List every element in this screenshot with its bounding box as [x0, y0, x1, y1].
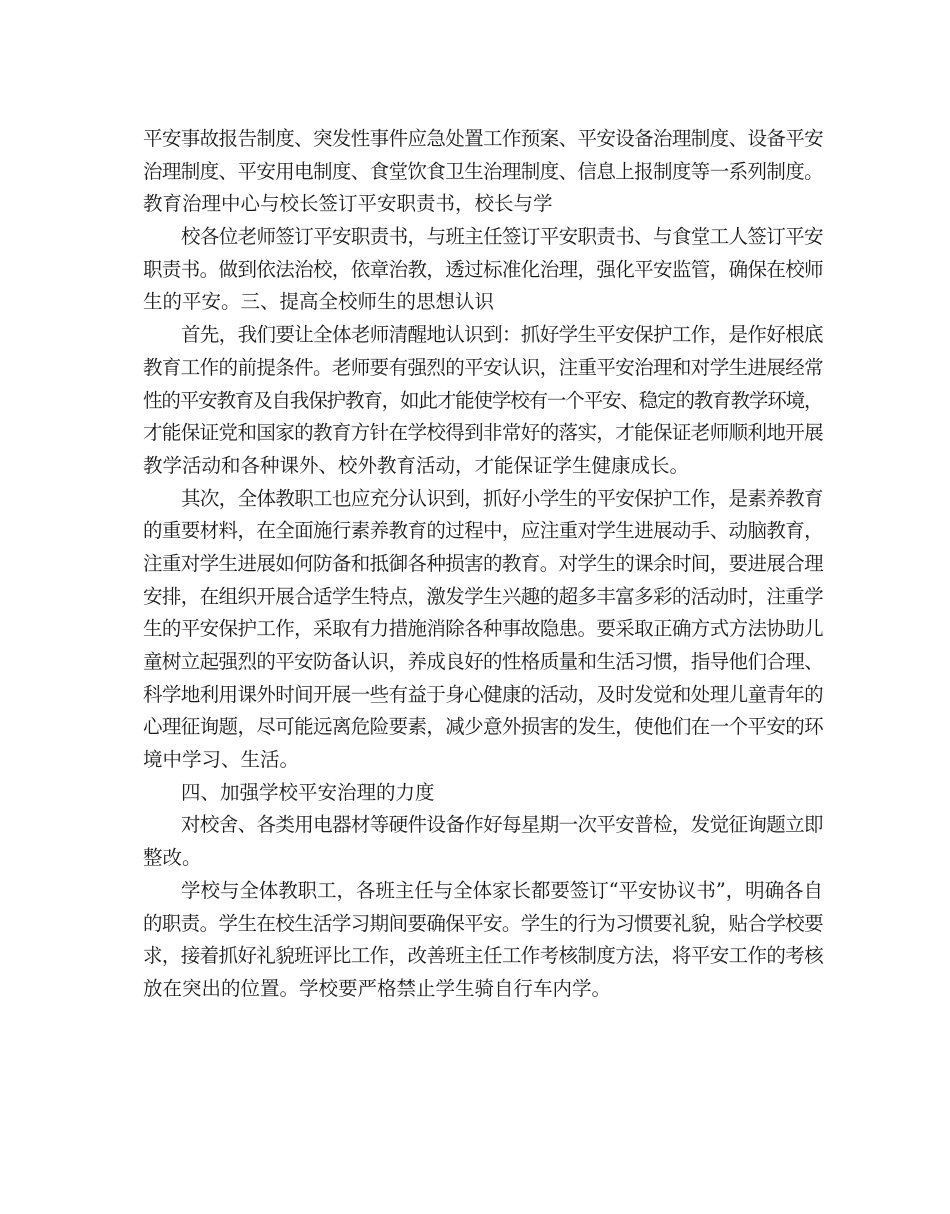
text-line: 境中学习、生活。 [143, 748, 300, 772]
document-body [143, 123, 823, 1006]
text-line: 教学活动和各种课外、校外教育活动，才能保证学生健康成长。 [143, 453, 690, 477]
text-line: 性的平安教育及自我保护教育，如此才能使学校有一个平安、稳定的教育教学环境， [143, 388, 823, 412]
text-line: 安排，在组织开展合适学生特点，激发学生兴趣的超多丰富多彩的活动时，注重学 [143, 584, 824, 608]
text-line: 其次，全体教职工也应充分认识到，抓好小学生的平安保护工作，是素养教育 [181, 486, 823, 510]
text-line: 心理征询题，尽可能远离危险要素，减少意外损害的发生，使他们在一个平安的环 [143, 715, 824, 739]
text-line: 治理制度、平安用电制度、食堂饮食卫生治理制度、信息上报制度等一系列制度。 [143, 159, 824, 183]
text-line: 才能保证党和国家的教育方针在学校得到非常好的落实，才能保证老师顺利地开展 [143, 421, 824, 445]
text-line: 对校舍、各类用电器材等硬件设备作好每星期一次平安普检，发觉征询题立即 [181, 813, 823, 837]
text-line: 科学地利用课外时间开展一些有益于身心健康的活动，及时发觉和处理儿童青年的 [143, 682, 824, 706]
text-line: 职责书。做到依法治校，依章治教，透过标准化治理，强化平安监管，确保在校师 [143, 257, 824, 281]
text-line: 童树立起强烈的平安防备认识，养成良好的性格质量和生活习惯，指导他们合理、 [143, 650, 824, 673]
text-line: 首先，我们要让全体老师清醒地认识到：抓好学生平安保护工作，是作好根底 [181, 323, 823, 347]
text-line: 四、加强学校平安治理的力度 [181, 780, 435, 804]
text-line: 教育工作的前提条件。老师要有强烈的平安认识，注重平安治理和对学生进展经常 [143, 355, 824, 379]
text-line: 生的平安保护工作，采取有力措施消除各种事故隐患。要采取正确方式方法协助儿 [143, 617, 824, 641]
text-line: 校各位老师签订平安职责书，与班主任签订平安职责书、与食堂工人签订平安 [181, 225, 823, 249]
text-line: 注重对学生进展如何防备和抵御各种损害的教育。对学生的课余时间，要进展合理 [143, 551, 824, 575]
text-line: 的职责。学生在校生活学习期间要确保平安。学生的行为习惯要礼貌，贴合学校要 [143, 911, 824, 935]
text-line: 生的平安。三、提高全校师生的思想认识 [143, 290, 495, 314]
text-line: 学校与全体教职工，各班主任与全体家长都要签订“平安协议书”，明确各自 [181, 878, 823, 902]
text-line: 放在突出的位置。学校要严格禁止学生骑自行车内学。 [143, 976, 612, 1000]
text-line: 教育治理中心与校长签订平安职责书，校长与学 [143, 192, 553, 216]
text-line: 整改。 [143, 846, 202, 870]
text-line: 平安事故报告制度、突发性事件应急处置工作预案、平安设备治理制度、设备平安 [143, 127, 824, 150]
text-line: 求，接着抓好礼貌班评比工作，改善班主任工作考核制度方法，将平安工作的考核 [143, 944, 824, 968]
text-line: 的重要材料，在全面施行素养教育的过程中，应注重对学生进展动手、动脑教育， [143, 519, 824, 543]
